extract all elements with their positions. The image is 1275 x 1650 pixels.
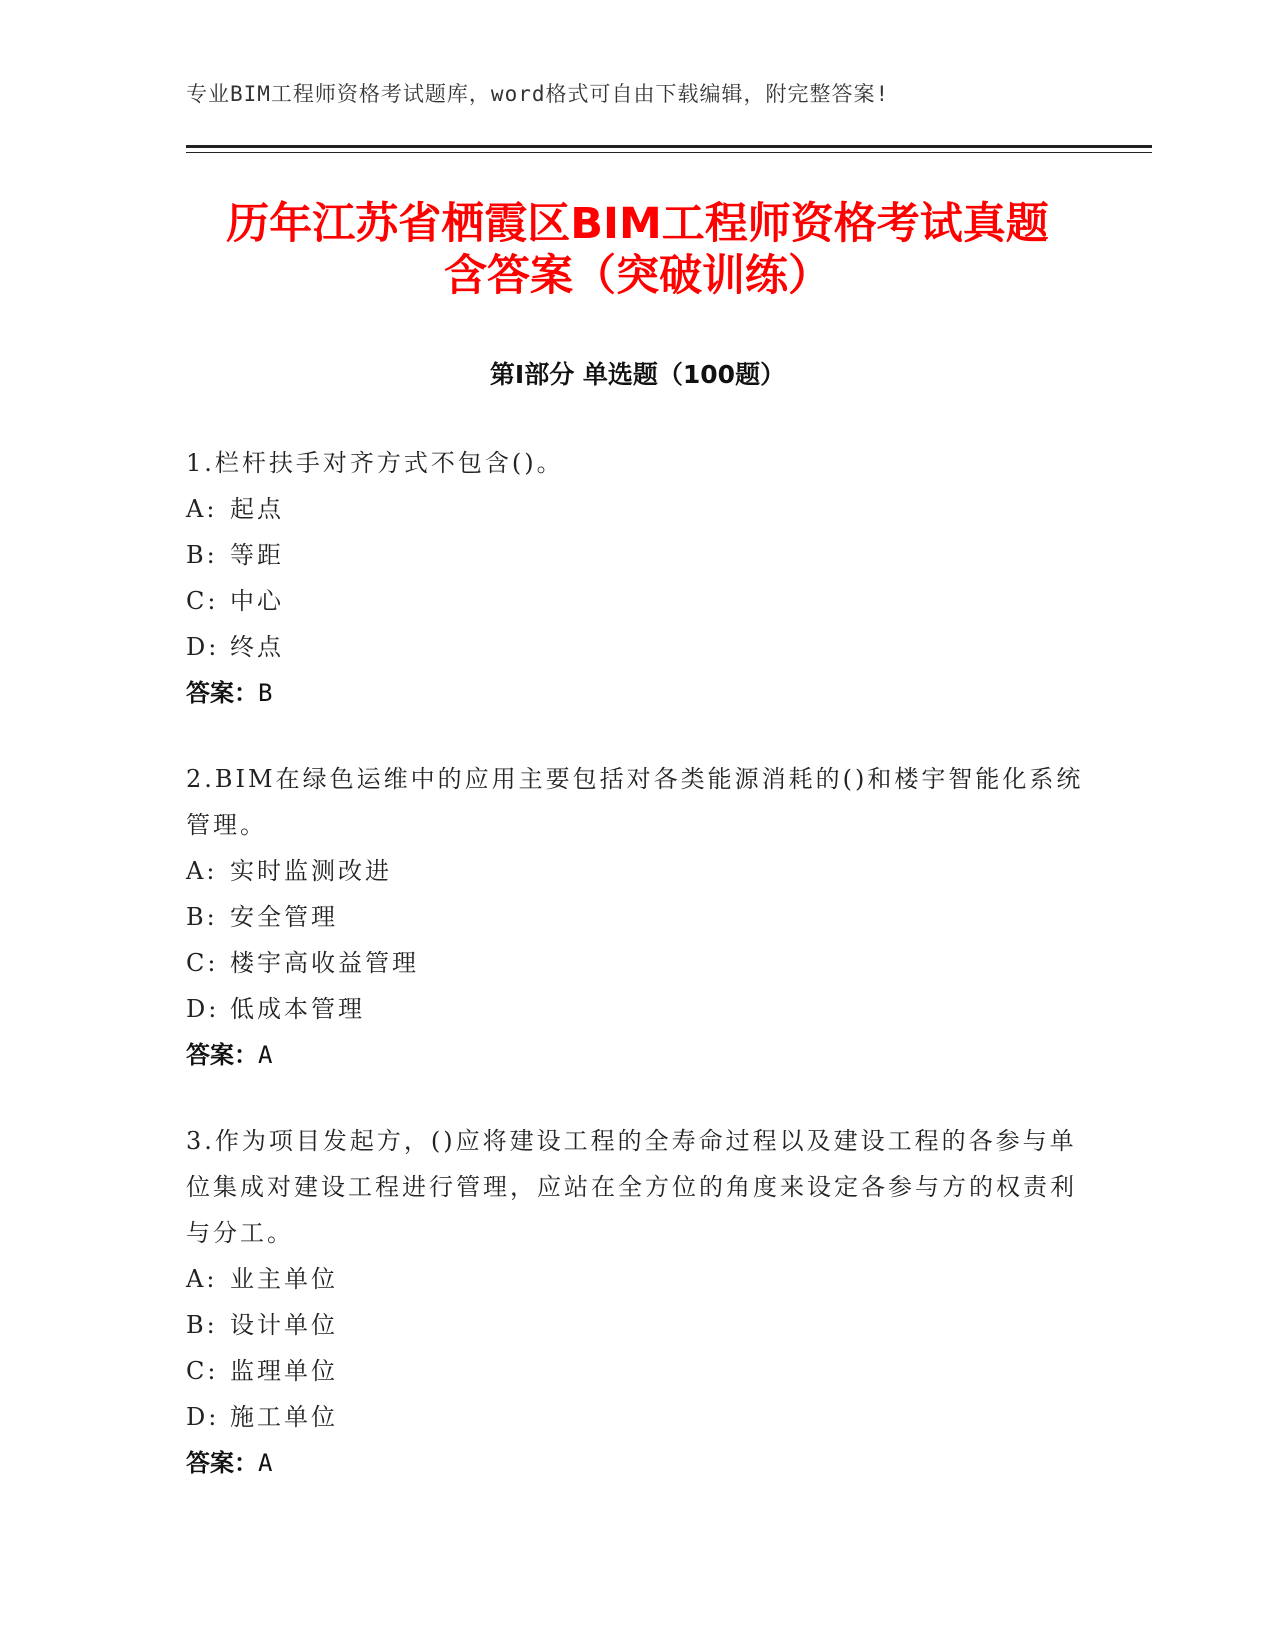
option-a: [186, 486, 1086, 532]
option-letter: A:: [186, 1265, 218, 1293]
option-text: 监理单位: [230, 1357, 338, 1385]
option-text: 业主单位: [230, 1265, 338, 1293]
question-item: [186, 440, 1086, 716]
option-a: [186, 1256, 1086, 1302]
option-a: [186, 848, 1086, 894]
option-d: [186, 624, 1086, 670]
option-text: 设计单位: [230, 1311, 338, 1339]
answer-value: B: [258, 679, 273, 707]
option-letter: A:: [186, 857, 218, 885]
option-text: 施工单位: [230, 1403, 338, 1431]
answer-line: [186, 1440, 1086, 1486]
option-d: [186, 1394, 1086, 1440]
option-letter: C:: [186, 949, 219, 977]
option-text: 楼宇高收益管理: [230, 949, 419, 977]
option-text: 等距: [230, 541, 284, 569]
option-letter: B:: [186, 903, 218, 931]
option-text: 低成本管理: [230, 995, 365, 1023]
answer-label: 答案：: [186, 1041, 258, 1069]
option-c: [186, 940, 1086, 986]
answer-label: 答案：: [186, 679, 258, 707]
header-note: 专业BIM工程师资格考试题库，word格式可自由下载编辑，附完整答案!: [186, 82, 890, 106]
option-letter: C:: [186, 587, 219, 615]
header-rule-thin: [186, 152, 1152, 153]
answer-value: A: [258, 1449, 273, 1477]
answer-label: 答案：: [186, 1449, 258, 1477]
option-c: [186, 1348, 1086, 1394]
option-d: [186, 986, 1086, 1032]
option-b: [186, 532, 1086, 578]
title-line-1: 历年江苏省栖霞区BIM工程师资格考试真题: [226, 199, 1049, 249]
question-stem: 3.作为项目发起方，()应将建设工程的全寿命过程以及建设工程的各参与单位集成对建设工程进行管理，应站在全方位的角度来设定各参与方的权责利与分工。: [186, 1127, 1077, 1247]
option-letter: B:: [186, 541, 218, 569]
question-item: [186, 1118, 1086, 1486]
option-c: [186, 578, 1086, 624]
question-list: [186, 440, 1086, 1526]
question-stem: 1.栏杆扶手对齐方式不包含()。: [186, 449, 564, 477]
option-text: 终点: [230, 633, 284, 661]
option-letter: D:: [186, 633, 220, 661]
answer-value: A: [258, 1041, 273, 1069]
option-letter: D:: [186, 995, 220, 1023]
option-text: 安全管理: [230, 903, 338, 931]
option-letter: C:: [186, 1357, 219, 1385]
option-b: [186, 1302, 1086, 1348]
option-text: 实时监测改进: [230, 857, 392, 885]
document-title: [150, 198, 1125, 302]
question-stem: 2.BIM在绿色运维中的应用主要包括对各类能源消耗的()和楼宇智能化系统管理。: [186, 765, 1084, 839]
option-letter: B:: [186, 1311, 218, 1339]
question-item: [186, 756, 1086, 1078]
option-b: [186, 894, 1086, 940]
title-line-2: 含答案（突破训练）: [444, 251, 831, 301]
option-letter: A:: [186, 495, 218, 523]
option-letter: D:: [186, 1403, 220, 1431]
header-rule-thick: [186, 145, 1152, 148]
answer-line: [186, 670, 1086, 716]
answer-line: [186, 1032, 1086, 1078]
option-text: 中心: [230, 587, 284, 615]
section-heading: 第Ⅰ部分 单选题（100题）: [489, 360, 786, 389]
option-text: 起点: [230, 495, 284, 523]
